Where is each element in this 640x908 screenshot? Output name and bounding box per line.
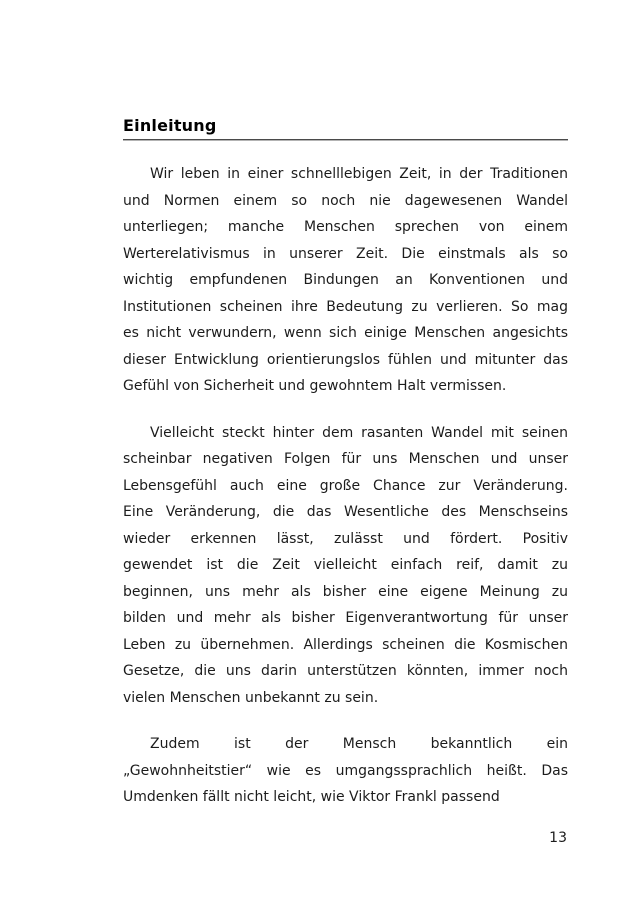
- text-line: Wir leben in einer schnelllebigen Zeit, in der Traditionen: [150, 166, 568, 182]
- paragraph: [123, 731, 568, 811]
- text-line: Zudem ist der Mensch bekanntlich ein: [150, 736, 568, 752]
- text-line: es nicht verwundern, wenn sich einige Menschen angesichts: [123, 325, 568, 341]
- text-line: wieder erkennen lässt, zulässt und fördert. Positiv: [123, 530, 568, 547]
- section-heading: Einleitung: [123, 116, 217, 135]
- text-line: „Gewohnheitstier“ wie es umgangssprachlich heißt. Das: [123, 762, 568, 779]
- text-line: Gesetze, die uns darin unterstützen könnten, immer noch: [123, 663, 568, 679]
- paragraph: [123, 420, 568, 712]
- heading-rule: [123, 139, 568, 141]
- paragraph: [123, 161, 568, 400]
- text-line: und Normen einem so noch nie dagewesenen Wandel: [123, 192, 568, 209]
- text-line: vielen Menschen unbekannt zu sein.: [123, 689, 379, 706]
- text-line: bilden und mehr als bisher Eigenverantwortung für unser: [123, 610, 568, 626]
- text-line: Institutionen scheinen ihre Bedeutung zu verlieren. So mag: [123, 298, 568, 315]
- text-line: Werterelativismus in unserer Zeit. Die einstmals als so: [123, 245, 568, 262]
- text-line: Gefühl von Sicherheit und gewohntem Halt vermissen.: [123, 378, 507, 394]
- text-line: dieser Entwicklung orientierungslos fühlen und mitunter das: [123, 351, 568, 368]
- text-line: scheinbar negativen Folgen für uns Menschen und unser: [123, 451, 568, 467]
- text-line: gewendet ist die Zeit vielleicht einfach reif, damit zu: [123, 557, 568, 573]
- page-number: 13: [549, 830, 567, 846]
- text-line: Lebensgefühl auch eine große Chance zur Veränderung.: [123, 477, 568, 494]
- text-body: [123, 161, 568, 811]
- text-line: Eine Veränderung, die das Wesentliche des Menschseins: [123, 504, 568, 520]
- text-line: beginnen, uns mehr als bisher eine eigene Meinung zu: [123, 583, 568, 600]
- text-line: Vielleicht steckt hinter dem rasanten Wandel mit seinen: [150, 424, 568, 441]
- page-content: [123, 116, 568, 811]
- text-line: Leben zu übernehmen. Allerdings scheinen die Kosmischen: [123, 636, 568, 653]
- text-line: wichtig empfundenen Bindungen an Konventionen und: [123, 272, 568, 288]
- text-line: unterliegen; manche Menschen sprechen von einem: [123, 219, 568, 235]
- text-line: Umdenken fällt nicht leicht, wie Viktor Frankl passend: [123, 789, 500, 805]
